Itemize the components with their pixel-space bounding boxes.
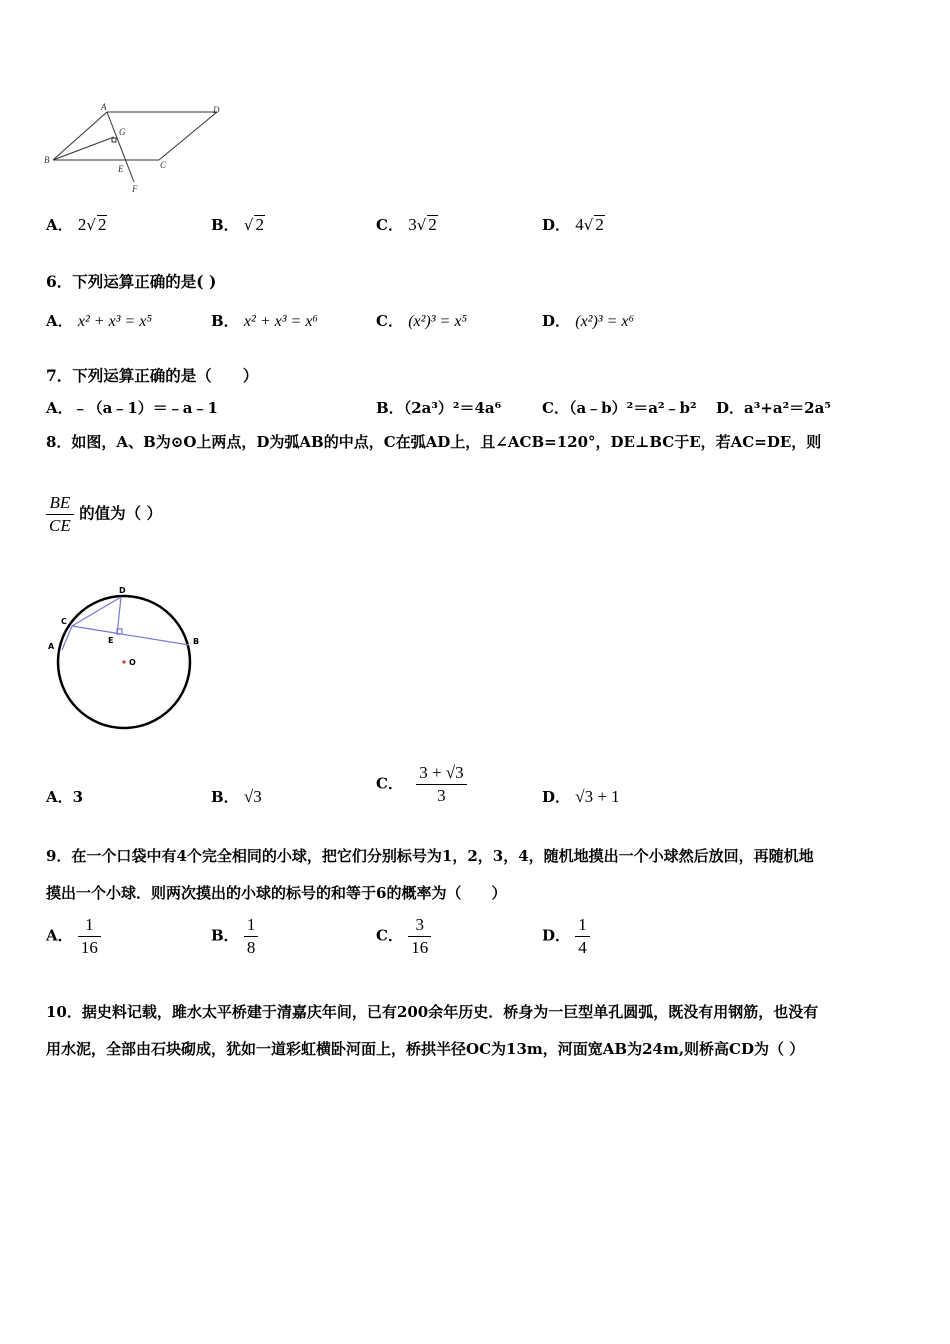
- q7-option-b[interactable]: B．（2a³）²＝4a⁶: [376, 399, 502, 417]
- q10-stem-line2: 用水泥，全部由石块砌成，犹如一道彩虹横卧河面上，桥拱半径OC为13m，河面宽AB为24m,则桥高CD为（ ）: [46, 1040, 805, 1058]
- q5-option-a[interactable]: A． 2√ 2: [46, 215, 107, 234]
- q7-option-c[interactable]: C．（a﹣b）²＝a²﹣b²: [542, 399, 697, 417]
- q9-option-c[interactable]: C． $\frac{3}{16}$: [376, 914, 431, 959]
- circle-figure: [44, 580, 214, 740]
- q9-stem-line2: 摸出一个小球．则两次摸出的小球的标号的和等于6的概率为（ ）: [46, 884, 507, 902]
- q10-stem-line1: 10．据史料记载，雎水太平桥建于清嘉庆年间，已有200余年历史．桥身为一巨型单孔圆弧，既没有用钢筋，也没有: [46, 1003, 819, 1021]
- q6-stem: 6．下列运算正确的是( ): [46, 272, 217, 291]
- circle-label-A: A: [48, 642, 55, 651]
- label-E: E: [118, 164, 124, 174]
- circle-label-B: B: [193, 637, 200, 646]
- parallelogram-figure: [40, 100, 230, 200]
- q5-option-b[interactable]: B． √ 2: [211, 215, 264, 234]
- label-D: D: [213, 105, 220, 115]
- q5-option-c[interactable]: C． 3√ 2: [376, 215, 437, 234]
- q9-option-d[interactable]: D． $\frac{1}{4}$: [542, 914, 590, 959]
- label-G: G: [119, 127, 126, 137]
- q7-option-d[interactable]: D．a³+a²＝2a⁵: [716, 399, 831, 417]
- q8-stem-fraction-line: $\frac{BE}{CE}$ 的值为（ ）: [46, 492, 162, 537]
- q8-option-c[interactable]: C． $\frac{3 + √3}{3}$: [376, 762, 467, 807]
- q8-option-a[interactable]: A．3: [46, 788, 84, 806]
- q9-stem-line1: 9．在一个口袋中有4个完全相同的小球，把它们分别标号为1，2，3，4，随机地摸出一个小球然后放回，再随机地: [46, 847, 814, 865]
- q6-option-d[interactable]: D． (x²)³ = x⁶: [542, 312, 635, 330]
- label-B: B: [44, 155, 50, 165]
- q7-stem: 7．下列运算正确的是（ ）: [46, 366, 259, 385]
- q6-option-c[interactable]: C． (x²)³ = x⁵: [376, 312, 467, 330]
- circle-label-O: O: [129, 658, 136, 667]
- q8-stem: 8．如图，A、B为⊙O上两点，D为弧AB的中点，C在弧AD上，且∠ACB=120°，DE⊥BC于E，若AC=DE，则: [46, 433, 822, 451]
- q8-option-b[interactable]: B． √3: [211, 787, 262, 806]
- label-A: A: [101, 102, 107, 112]
- q5-option-d[interactable]: D． 4√ 2: [542, 215, 604, 234]
- circle-label-C: C: [61, 617, 67, 626]
- circle-label-D: D: [119, 586, 126, 595]
- q7-option-a[interactable]: A．﹣（a﹣1）＝﹣a﹣1: [46, 399, 218, 417]
- label-C: C: [160, 160, 167, 170]
- q8-ratio-fraction: $\frac{BE}{CE}$: [46, 492, 74, 537]
- q6-option-a[interactable]: A． x² + x³ = x⁵: [46, 312, 152, 330]
- circle-label-E: E: [108, 636, 114, 645]
- q8-option-d[interactable]: D． √3 + 1: [542, 787, 620, 806]
- q9-option-b[interactable]: B． $\frac{1}{8}$: [211, 914, 258, 959]
- q9-option-a[interactable]: A． $\frac{1}{16}$: [46, 914, 101, 959]
- label-F: F: [132, 184, 138, 194]
- q6-option-b[interactable]: B． x² + x³ = x⁶: [211, 312, 318, 330]
